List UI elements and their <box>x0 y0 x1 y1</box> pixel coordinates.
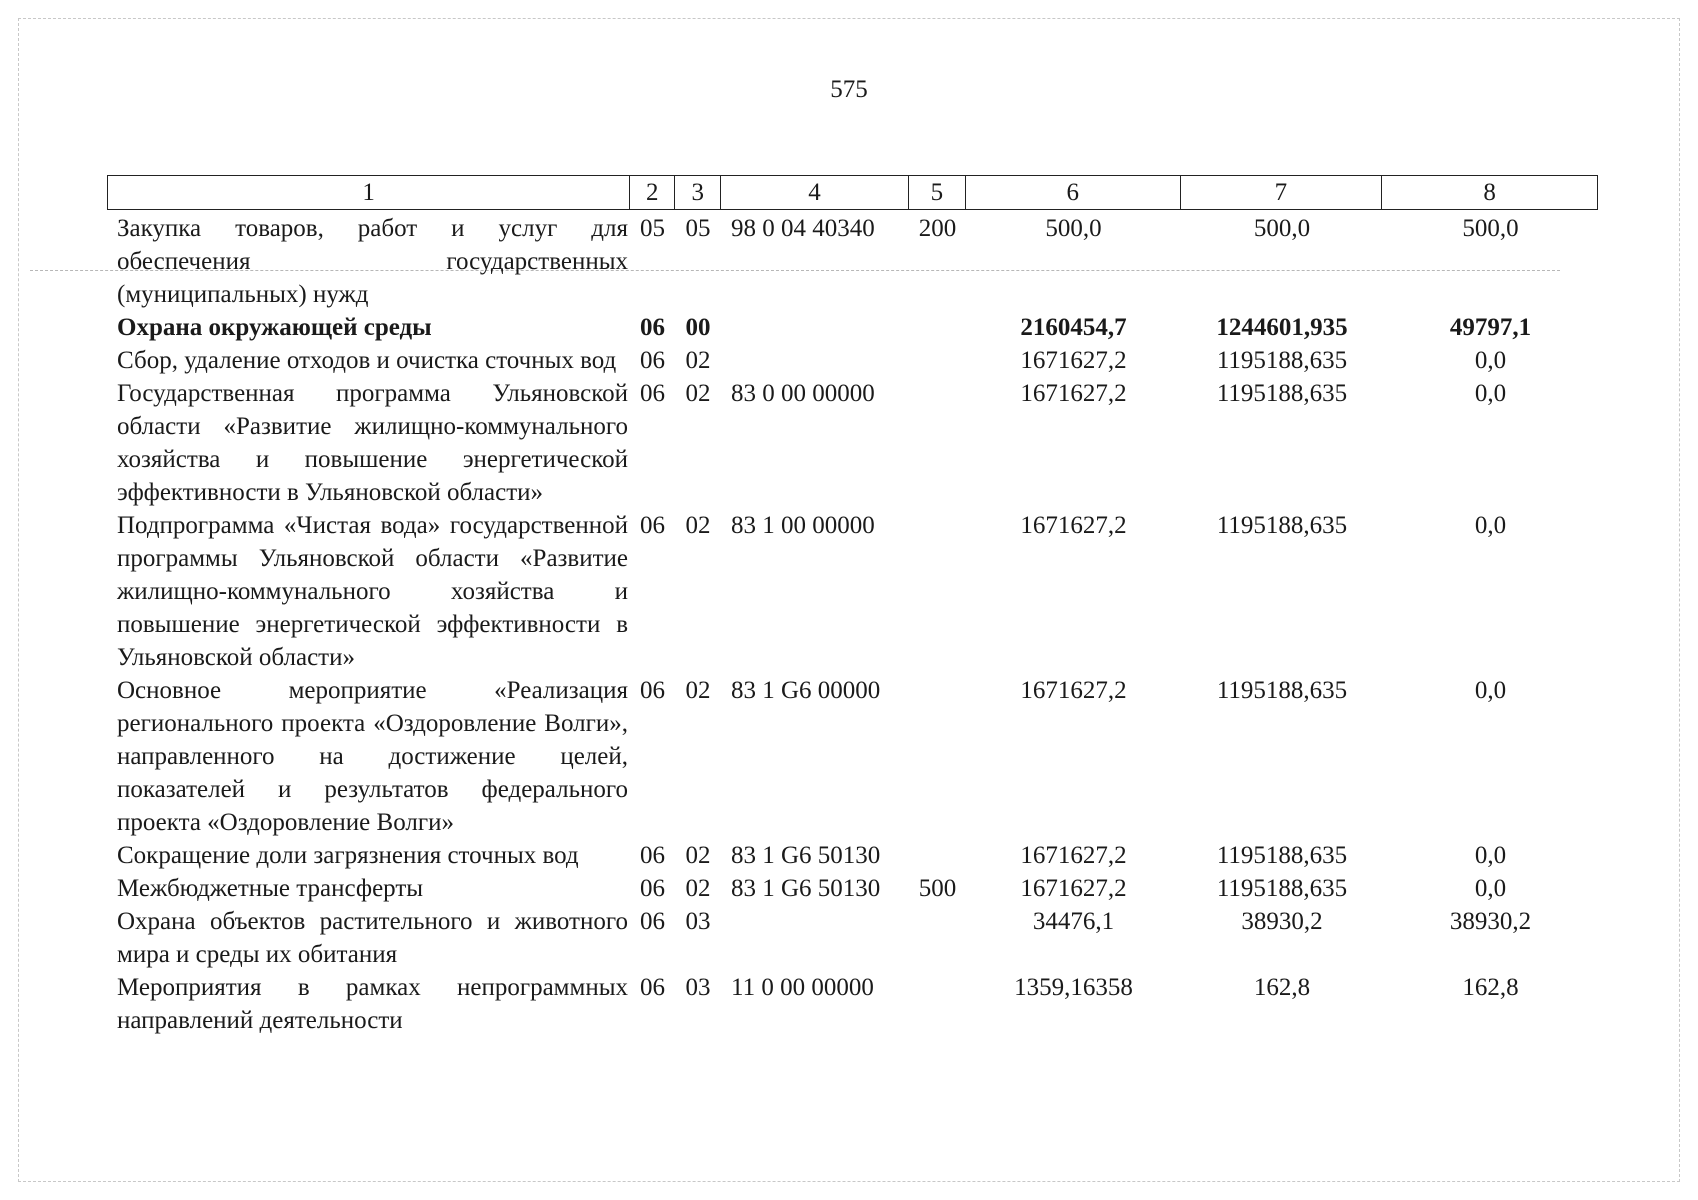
row-name: Сбор, удаление отходов и очистка сточных вод <box>117 347 617 374</box>
row-amount-8: 0,0 <box>1474 512 1507 539</box>
table-row <box>107 509 1598 674</box>
row-amount-8: 0,0 <box>1474 677 1507 704</box>
table-row <box>107 344 1598 377</box>
header-col-1: 1 <box>108 176 630 209</box>
header-col-5: 5 <box>909 176 966 209</box>
row-name: Охрана окружающей среды <box>117 314 432 341</box>
row-section: 06 <box>640 677 665 704</box>
table-row <box>107 839 1598 872</box>
table-row <box>107 212 1598 311</box>
row-target-code: 83 1 G6 50130 <box>731 875 881 902</box>
row-amount-7: 1195188,635 <box>1216 875 1348 902</box>
row-subsection: 02 <box>685 347 711 374</box>
row-amount-8: 38930,2 <box>1449 908 1532 935</box>
row-amount-6: 1359,16358 <box>1014 974 1133 1001</box>
row-subsection: 02 <box>685 380 711 407</box>
header-col-7: 7 <box>1181 176 1383 209</box>
header-col-6: 6 <box>966 176 1181 209</box>
row-section: 05 <box>640 215 665 242</box>
table-row <box>107 971 1598 1037</box>
row-name: Подпрограмма «Чистая вода» государственной программы Ульяновской области «Развитие жилищно-коммунального хозяйства и повышение энергетической эффективности в Ульяновской области» <box>117 512 628 671</box>
row-name: Сокращение доли загрязнения сточных вод <box>117 842 579 869</box>
row-name: Основное мероприятие «Реализация регионального проекта «Оздоровление Волги», направленного на достижение целей, показателей и результатов федерального проекта «Оздоровление Волги» <box>117 677 628 836</box>
row-expense-type <box>909 905 966 971</box>
row-amount-7: 1195188,635 <box>1216 347 1348 374</box>
table-row <box>107 905 1598 971</box>
row-subsection: 02 <box>685 842 711 869</box>
row-expense-type <box>909 674 966 839</box>
row-amount-8: 0,0 <box>1474 875 1507 902</box>
row-target-code: 98 0 04 40340 <box>731 215 875 242</box>
row-expense-type <box>909 971 966 1037</box>
row-target-code: 83 1 00 00000 <box>731 512 875 539</box>
header-col-2: 2 <box>630 176 675 209</box>
table-row <box>107 872 1598 905</box>
row-name: Мероприятия в рамках непрограммных направлений деятельности <box>117 974 628 1034</box>
row-amount-6: 500,0 <box>1045 215 1102 242</box>
row-subsection: 02 <box>685 677 711 704</box>
row-amount-8: 0,0 <box>1474 380 1507 407</box>
row-amount-6: 34476,1 <box>1032 908 1115 935</box>
row-amount-6: 1671627,2 <box>1020 347 1127 374</box>
row-amount-8: 0,0 <box>1474 842 1507 869</box>
row-amount-6: 1671627,2 <box>1020 380 1127 407</box>
row-amount-8: 500,0 <box>1462 215 1519 242</box>
row-amount-8: 162,8 <box>1462 974 1519 1001</box>
row-amount-6: 1671627,2 <box>1020 512 1127 539</box>
row-amount-7: 1244601,935 <box>1216 314 1348 341</box>
row-expense-type <box>909 311 966 344</box>
table-row <box>107 377 1598 509</box>
row-subsection: 02 <box>685 512 711 539</box>
header-col-8: 8 <box>1483 179 1496 206</box>
row-section: 06 <box>640 908 665 935</box>
row-target-code <box>721 905 909 971</box>
row-name: Закупка товаров, работ и услуг для обеспечения государственных (муниципальных) нужд <box>117 215 628 308</box>
row-target-code: 83 1 G6 50130 <box>731 842 881 869</box>
row-section: 06 <box>640 512 665 539</box>
row-amount-8: 49797,1 <box>1449 314 1532 341</box>
row-expense-type <box>909 377 966 509</box>
row-amount-7: 162,8 <box>1253 974 1311 1001</box>
row-subsection: 00 <box>685 314 711 341</box>
row-target-code <box>721 311 909 344</box>
table-body <box>107 212 1598 1037</box>
row-target-code <box>721 344 909 377</box>
row-section: 06 <box>640 347 665 374</box>
row-subsection: 05 <box>685 215 711 242</box>
row-expense-type <box>909 509 966 674</box>
row-name: Государственная программа Ульяновской области «Развитие жилищно-коммунального хозяйства и повышение энергетической эффективности в Ульяновской области» <box>117 380 628 506</box>
row-section: 06 <box>640 314 665 341</box>
row-name: Межбюджетные трансферты <box>117 875 424 902</box>
row-name: Охрана объектов растительного и животного мира и среды их обитания <box>117 908 628 968</box>
row-amount-7: 500,0 <box>1253 215 1311 242</box>
header-col-3: 3 <box>675 176 721 209</box>
row-amount-8: 0,0 <box>1474 347 1507 374</box>
row-section: 06 <box>640 875 665 902</box>
row-target-code: 83 1 G6 00000 <box>731 677 881 704</box>
row-amount-6: 1671627,2 <box>1020 842 1127 869</box>
page-number: 575 <box>830 76 868 103</box>
row-subsection: 03 <box>685 974 711 1001</box>
table-row <box>107 311 1598 344</box>
row-amount-6: 1671627,2 <box>1020 677 1127 704</box>
row-expense-type <box>909 839 966 872</box>
row-section: 06 <box>640 842 665 869</box>
row-amount-7: 1195188,635 <box>1216 842 1348 869</box>
row-subsection: 02 <box>685 875 711 902</box>
row-section: 06 <box>640 380 665 407</box>
row-amount-7: 1195188,635 <box>1216 677 1348 704</box>
row-amount-7: 1195188,635 <box>1216 380 1348 407</box>
row-amount-6: 1671627,2 <box>1020 875 1127 902</box>
table-row <box>107 674 1598 839</box>
row-amount-6: 2160454,7 <box>1020 314 1127 341</box>
row-amount-7: 38930,2 <box>1241 908 1323 935</box>
row-expense-type: 200 <box>918 215 957 242</box>
row-amount-7: 1195188,635 <box>1216 512 1348 539</box>
row-section: 06 <box>640 974 665 1001</box>
row-target-code: 83 0 00 00000 <box>731 380 875 407</box>
header-col-4: 4 <box>721 176 909 209</box>
row-expense-type: 500 <box>918 875 957 902</box>
table-header-row <box>107 175 1598 210</box>
row-expense-type <box>909 344 966 377</box>
row-subsection: 03 <box>685 908 711 935</box>
row-target-code: 11 0 00 00000 <box>731 974 874 1001</box>
